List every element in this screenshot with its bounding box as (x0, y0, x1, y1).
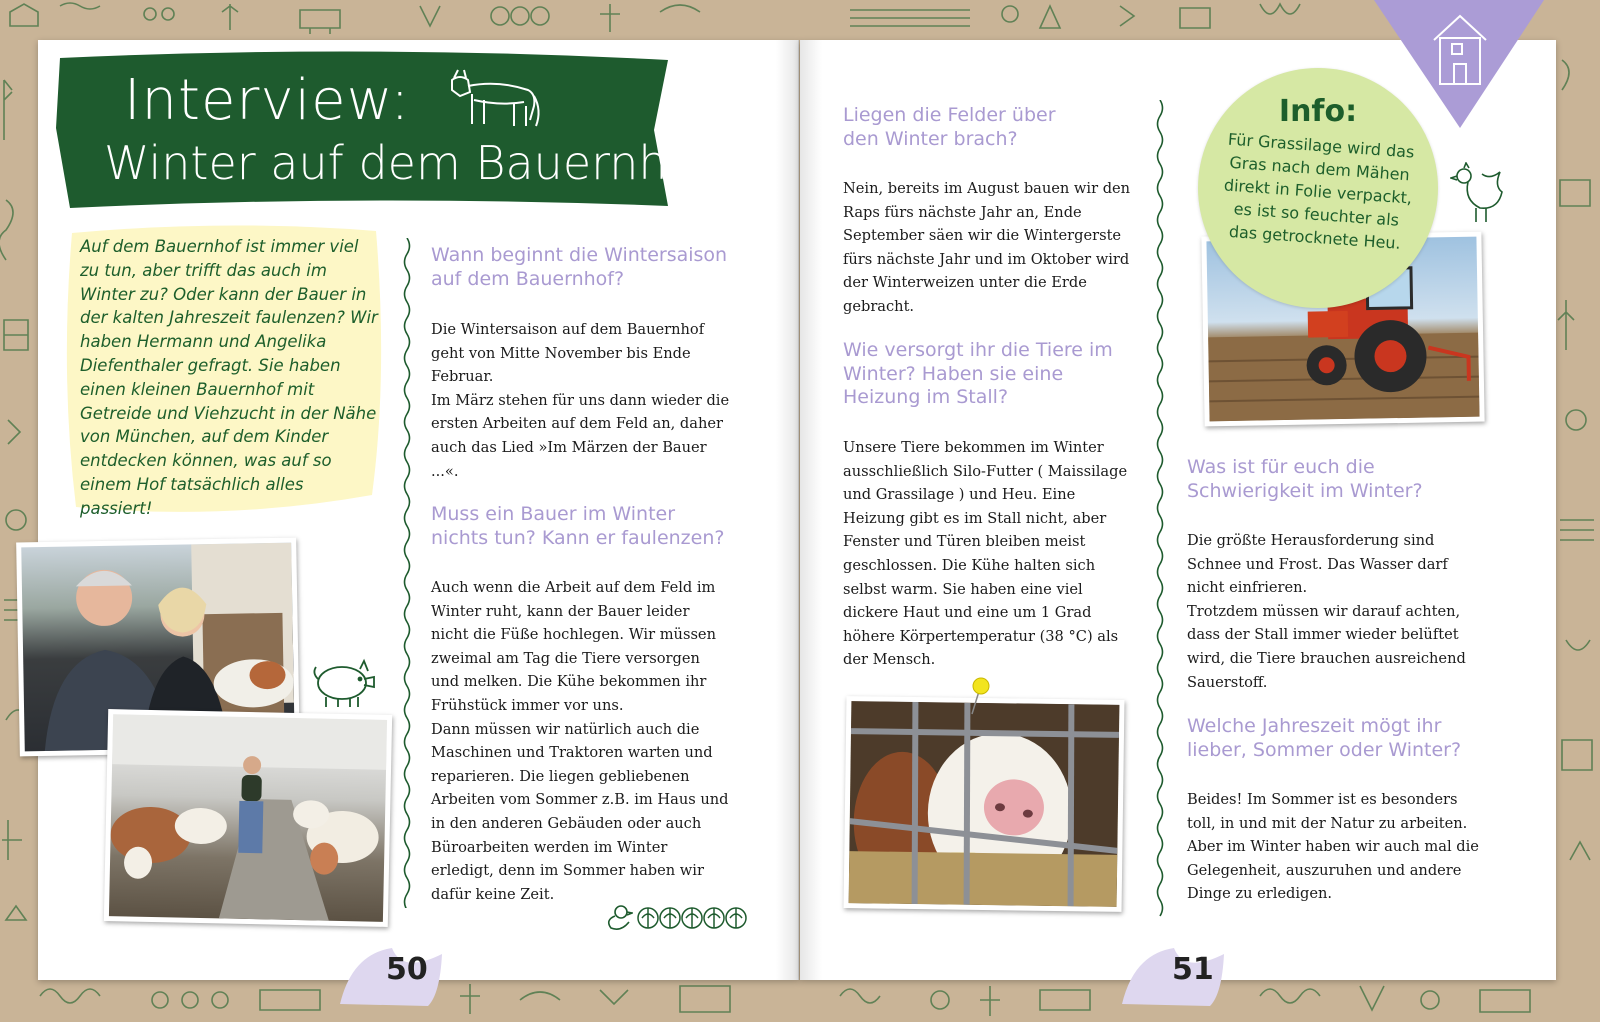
chick-icon (603, 902, 633, 932)
question-3: Liegen die Felder über den Winter brach? (843, 104, 1056, 150)
chicken-icon (1450, 162, 1506, 226)
info-text: Für Grassilage wird das Gras nach dem Mähen direkt in Folie verpackt, es ist so feuchter als das getrocknete Heu. (1223, 129, 1416, 253)
info-title: Info: (1278, 94, 1358, 129)
page-number-left: 50 (386, 952, 428, 987)
answer-4: Unsere Tiere bekommen im Winter ausschließlich Silo-Futter ( Maissilage und Grassilage ) und Heu. Eine Heizung gibt es im Stall nicht, aber Fenster und Türen bleiben meist geschlossen. Die Kühe halten sich selbst warm. Sie haben eine viel dickere Haut und eine um 1 Grad höhere Körpertemperatur (38 °C) als der Mensch. (843, 439, 1128, 669)
question-5: Was ist für euch die Schwierigkeit im Winter? (1187, 456, 1423, 502)
pushpin-icon (966, 676, 996, 716)
banner-subtitle: Winter auf dem Bauernhof (104, 136, 712, 190)
question-6: Welche Jahreszeit mögt ihr lieber, Sommer oder Winter? (1187, 715, 1462, 761)
answer-3: Nein, bereits im August bauen wir den Raps fürs nächste Jahr an, Ende September säen wir die Wintergerste fürs nächste Jahr und im Oktober wird der Winterweizen unter die Erde gebracht. (843, 180, 1131, 315)
answer-5: Die größte Herausforderung sind Schnee und Frost. Das Wasser darf nicht einfrieren. Trotzdem müssen wir darauf achten, dass der Stall immer wieder belüftet wird, die Tiere brauchen ausreichend Sauerstoff. (1187, 532, 1466, 691)
answer-6: Beides! Im Sommer ist es besonders toll, in und mit der Natur zu arbeiten. Aber im Winter haben wir auch mal die Gelegenheit, auszuruhen und andere Dinge zu erledigen. (1187, 791, 1479, 903)
info-box (1198, 68, 1438, 308)
question-1: Wann beginnt die Wintersaison auf dem Bauernhof? (431, 244, 728, 290)
column-divider-left (402, 238, 412, 908)
page-number-right: 51 (1172, 952, 1214, 987)
intro-box (66, 225, 416, 545)
banner-title: Interview: (124, 68, 411, 133)
calf-illustration (849, 701, 1120, 907)
photo-stable (104, 709, 392, 927)
column-divider-right (1155, 100, 1165, 920)
question-2: Muss ein Bauer im Winter nichts tun? Kann er faulenzen? (431, 503, 725, 549)
answer-1: Die Wintersaison auf dem Bauernhof geht von Mitte November bis Ende Februar. Im März stehen für uns dann wieder die ersten Arbeiten auf dem Feld an, daher auch das Lied »Im Märzen der Bauer ...«. (431, 321, 730, 480)
intro-text: Auf dem Bauernhof ist immer viel zu tun, aber trifft das auch im Winter zu? Oder kann der Bauer in der kalten Jahreszeit faulenzen? Wir haben Hermann und Angelika Diefenthaler gefragt. Sie haben einen kleinen Bauernhof mit Getreide und Viehzucht in der Nähe von München, auf dem Kinder entdecken können, was auf so einem Hof tatsächlich alles passiert! (80, 237, 378, 518)
stable-illustration (109, 714, 387, 922)
cow-icon (444, 60, 544, 136)
photo-calf (844, 696, 1125, 912)
cabbage-icon (636, 904, 748, 932)
pig-icon (308, 655, 378, 711)
question-4: Wie versorgt ihr die Tiere im Winter? Haben sie eine Heizung im Stall? (843, 339, 1113, 408)
title-banner (56, 48, 721, 218)
answer-2: Auch wenn die Arbeit auf dem Feld im Winter ruht, kann der Bauer leider nicht die Füße hochlegen. Wir müssen zweimal am Tag die Tiere versorgen und melken. Die Kühe bekommen ihr Frühstück immer vor uns. Dann müssen wir natürlich auch die Maschinen und Traktoren warten und reparieren. Die liegen gebliebenen Arbeiten vom Sommer z.B. im Haus und in den anderen Gebäuden oder auch Büroarbeiten werden im Winter erledigt, denn im Sommer haben wir dafür keine Zeit. (431, 579, 729, 903)
